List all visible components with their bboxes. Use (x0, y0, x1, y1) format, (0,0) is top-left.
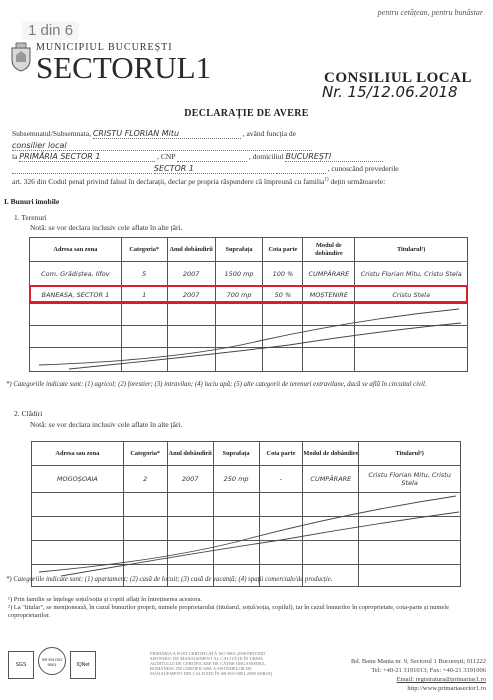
footnote-2: ²) La "titular", se menționează, în cazul bunurilor proprii, numele proprietarului (titularul, soțul/soția, copilul), iar în cazul bunurilor în coproprietate, cota-parte și numele coproprietarilor. (8, 604, 449, 619)
cunoscand-label: , cunoscând prevederile (327, 164, 399, 173)
municipiul-label: MUNICIPIUL BUCUREȘTI (36, 42, 173, 53)
cladiri-note: Notă: se vor declara inclusiv cele aflate în alte țări. (30, 420, 183, 429)
cell: CUMPĂRARE (303, 466, 359, 493)
col-modul: Modul de dobândire (303, 238, 355, 262)
functie-value: consilier local (12, 141, 312, 151)
registration-number: Nr. 15/12.06.2018 (322, 83, 458, 101)
col-titular: Titularul²) (355, 238, 468, 262)
cell: Cristu Florian Mitu, Cristu Stela (359, 466, 461, 493)
col-suprafata: Suprafața (215, 238, 263, 262)
col-suprafata: Suprafața (213, 442, 259, 466)
art-end: dețin următoarele: (328, 177, 386, 186)
cell: 2007 (167, 466, 213, 493)
table-row (32, 466, 461, 493)
certification-logos (8, 647, 94, 689)
page-counter: 1 din 6 (22, 21, 79, 40)
art-line (12, 177, 385, 186)
section-bunuri-imobile: I. Bunuri imobile (4, 197, 60, 206)
functie-line (12, 141, 312, 151)
footnotes (8, 596, 478, 620)
footnote-1: ¹) Prin familie se înțelege soțul/soția și copiii aflați în întreținerea acestora. (8, 596, 202, 603)
adresa-value: SECTOR 1 (154, 164, 274, 174)
cell: 2007 (167, 286, 215, 304)
strike-through-terenuri (29, 305, 468, 375)
cell: - (259, 466, 303, 493)
col-adresa: Adresa sau zona (30, 238, 122, 262)
cell: 250 mp (213, 466, 259, 493)
cell: 2007 (167, 262, 215, 286)
cell: 1500 mp (215, 262, 263, 286)
iqnet-logo: IQNet (70, 651, 96, 679)
document-title: DECLARAȚIE DE AVERE (184, 108, 309, 119)
subsemnatul-line (12, 129, 296, 139)
terenuri-header-row (30, 238, 468, 262)
certification-text: PRIMĂRIA A FOST CERTIFICATĂ ISO 9001:2008 PRIVIND SISTEMUL DE MANAGEMENT AL CALITĂȚII ÎN URMA AUDITULUI DE CERTIFICARE DE CĂTRE ORGANISMUL ROMÂNESC DE CERTIFICARE A SISTEMELOR DE MANAGEMENT DIN CALITATE ÎN SR-ISO-9001:2008 AEROQ (150, 651, 273, 676)
highlight-box (29, 285, 468, 303)
cell: Cristu Stela (355, 286, 468, 304)
col-cota: Cota parte (263, 238, 303, 262)
cell: 5 (121, 262, 167, 286)
cell: 1 (121, 286, 167, 304)
table-row (30, 262, 468, 286)
cell: BANEASA, SECTOR 1 (30, 286, 122, 304)
sgs-logo: SGS (8, 651, 34, 679)
cell: 2 (123, 466, 167, 493)
declarant-name: CRISTU FLORIAN Mitu (93, 129, 241, 139)
col-cota: Cota parte (259, 442, 303, 466)
domiciliul-label: , domiciliul (248, 152, 284, 161)
cell: CUMPĂRARE (303, 262, 355, 286)
col-categoria: Categoria* (121, 238, 167, 262)
col-categoria: Categoria* (123, 442, 167, 466)
strike-through-cladiri (31, 490, 461, 580)
cladiri-footnote: *) Categoriile indicate sunt: (1) apartament; (2) casă de locuit; (3) casă de vacanță; (4) spații comerciale/de producție. (6, 576, 333, 583)
col-modul: Modul de dobândire (303, 442, 359, 466)
cell: MOȘTENIRE (303, 286, 355, 304)
footer-address (318, 657, 486, 693)
col-adresa: Adresa sau zona (32, 442, 124, 466)
institutie-value: PRIMĂRIA SECTOR 1 (19, 152, 155, 162)
functie-label: , având funcția de (242, 129, 297, 138)
cnp-value (177, 152, 247, 162)
domiciliul-value: BUCUREȘTI (285, 152, 383, 162)
motto: pentru cetățean, pentru bunăstar (377, 8, 483, 17)
la-label: la (12, 152, 18, 161)
art-text: art. 326 din Codul penal privind falsul în declarații, declar pe propria răspundere că împreună cu familia (12, 177, 325, 186)
institutie-line (12, 152, 383, 162)
adresa-line (12, 164, 399, 174)
cell: Com. Grădiștea, Ilfov (30, 262, 122, 286)
col-anul: Anul dobândirii (167, 238, 215, 262)
subsemnatul-label: Subsemnatul/Subsemnata, (12, 129, 91, 138)
col-titular: Titularul²) (359, 442, 461, 466)
cell: 100 % (263, 262, 303, 286)
address-street: Bd. Banu Manta nr. 9, Sectorul 1 București; 011222 (351, 658, 486, 665)
cell: 700 mp (215, 286, 263, 304)
sector-title: SECTORUL1 (36, 50, 212, 85)
terenuri-heading: 1. Terenuri (14, 213, 47, 222)
iso-logo: SR EN ISO 9001 (38, 647, 66, 675)
address-phone: Tel: +40-21 3191013; Fax: +40-21 3191006 (371, 667, 486, 674)
sector-crest-icon (10, 42, 32, 72)
col-anul: Anul dobândirii (167, 442, 213, 466)
terenuri-note: Notă: se vor declara inclusiv cele aflate în alte țări. (30, 223, 183, 232)
terenuri-footnote: *) Categoriile indicate sunt: (1) agricol; (2) forestier; (3) intravilan; (4) luciu apă; (5) alte categorii de terenuri extravilane, dacă se află în circuitul civil. (6, 381, 427, 388)
cladiri-heading: 2. Clădiri (14, 409, 43, 418)
cell: 50 % (263, 286, 303, 304)
cnp-label: , CNP (157, 152, 176, 161)
address-email[interactable]: Email: registratura@primarias1.ro (396, 676, 486, 683)
cladiri-header-row (32, 442, 461, 466)
consiliu-local: CONSILIUL LOCAL (324, 70, 472, 86)
art-sup: 1) (324, 177, 329, 183)
address-website[interactable]: http://www.primariasector1.ro (407, 685, 486, 692)
cell: Cristu Florian Mitu, Cristu Stela (355, 262, 468, 286)
cell: MOGOȘOAIA (32, 466, 124, 493)
